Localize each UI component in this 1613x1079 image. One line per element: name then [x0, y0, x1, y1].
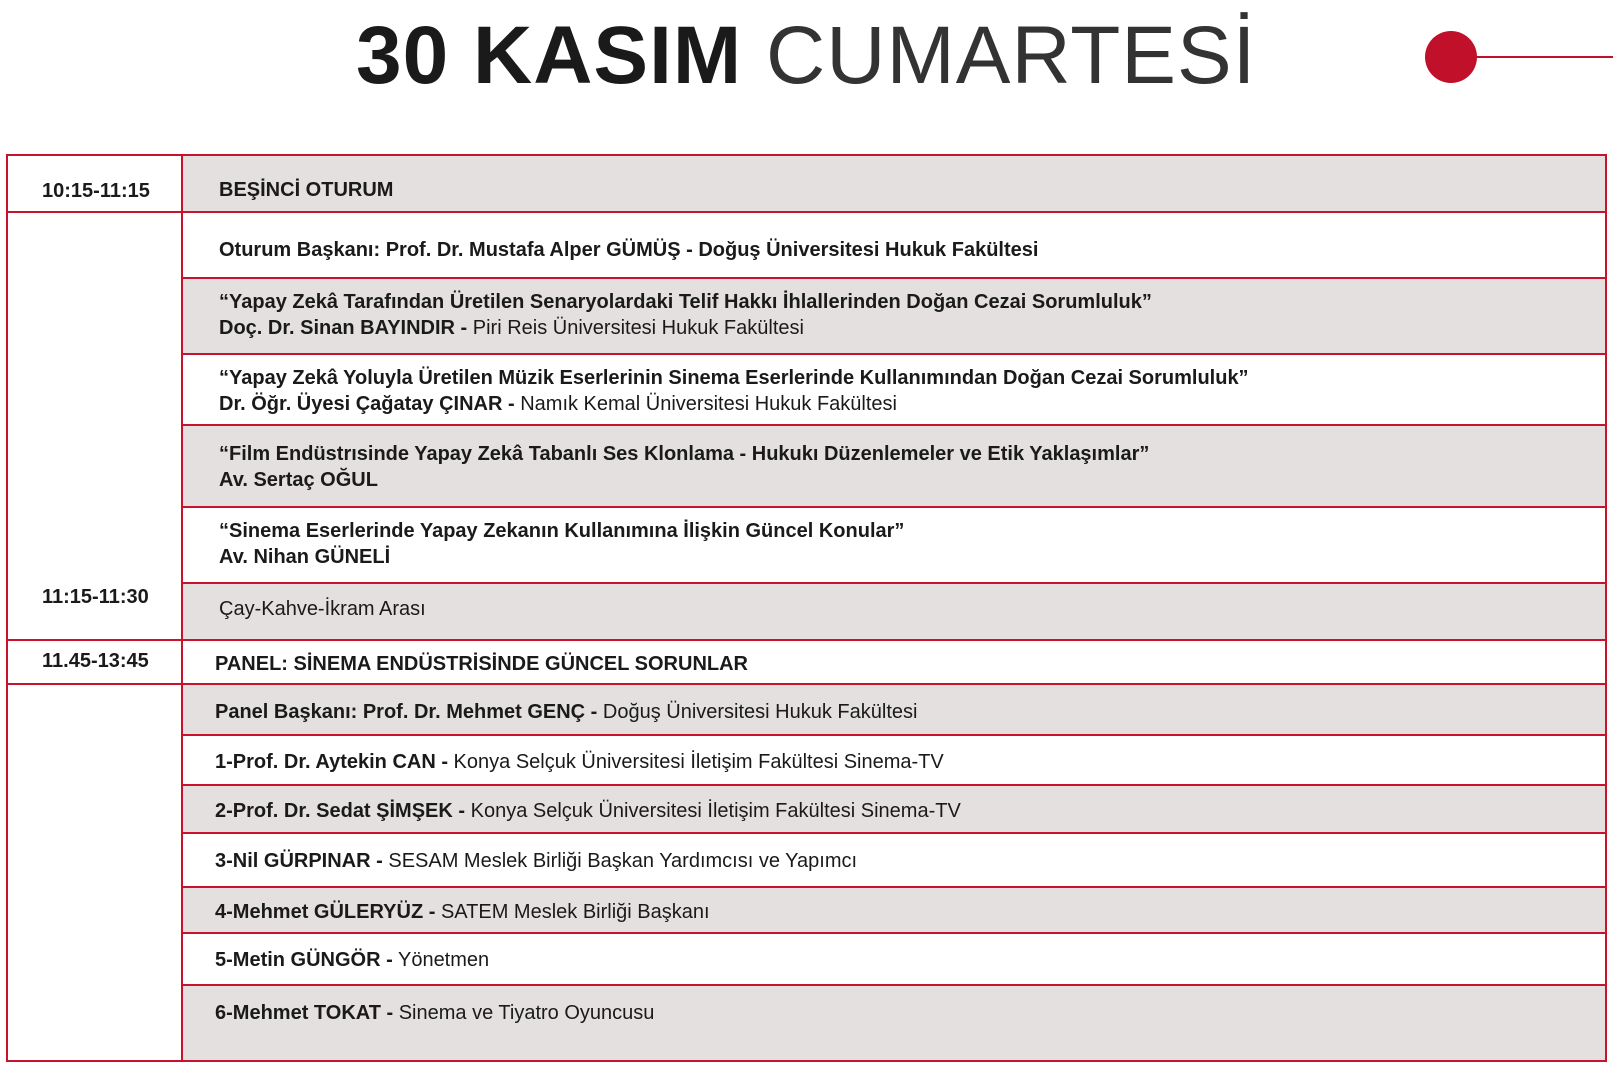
panelist-line	[215, 749, 944, 775]
break-label: Çay-Kahve-İkram Arası	[219, 598, 426, 620]
talk-speaker: Doç. Dr. Sinan BAYINDIR -	[219, 317, 468, 339]
panelist-line	[215, 947, 489, 973]
talk-title: “Yapay Zekâ Tarafından Üretilen Senaryolardaki Telif Hakkı İhlallerinden Doğan Cezai Sorumluluk”	[219, 291, 1152, 313]
panel-header-row	[183, 641, 1605, 685]
panelist-role: Konya Selçuk Üniversitesi İletişim Fakültesi Sinema-TV	[465, 800, 961, 822]
decorative-line	[1470, 56, 1613, 58]
panelist-name: 1-Prof. Dr. Aytekin CAN -	[215, 751, 448, 773]
session-title: BEŞİNCİ OTURUM	[219, 179, 394, 201]
panel-title: PANEL: SİNEMA ENDÜSTRİSİNDE GÜNCEL SORUNLAR	[215, 653, 748, 675]
panelist-name: 4-Mehmet GÜLERYÜZ -	[215, 901, 436, 923]
talk-speaker: Av. Sertaç OĞUL	[219, 469, 378, 491]
title-date: 30 KASIM	[356, 10, 743, 101]
talk-row	[183, 355, 1605, 426]
panelist-row	[183, 736, 1605, 786]
talk-title: “Sinema Eserlerinde Yapay Zekanın Kullanımına İlişkin Güncel Konular”	[219, 520, 905, 542]
panelist-row	[183, 986, 1605, 1060]
talk-speaker-line	[219, 315, 804, 341]
panelist-line	[215, 798, 961, 824]
session-chair: Oturum Başkanı: Prof. Dr. Mustafa Alper GÜMÜŞ - Doğuş Üniversitesi Hukuk Fakültesi	[219, 239, 1039, 261]
panelist-line	[215, 848, 857, 874]
panelist-row	[183, 934, 1605, 986]
panelist-name: 5-Metin GÜNGÖR -	[215, 949, 393, 971]
talk-affiliation: Namık Kemal Üniversitesi Hukuk Fakültesi	[514, 393, 897, 415]
time-break: 11:15-11:30	[42, 586, 149, 608]
session-chair-row	[183, 213, 1605, 279]
panelist-name: 3-Nil GÜRPINAR -	[215, 850, 383, 872]
panelist-line	[215, 1000, 654, 1026]
panelist-role: Sinema ve Tiyatro Oyuncusu	[393, 1002, 655, 1024]
talk-affiliation: Piri Reis Üniversitesi Hukuk Fakültesi	[467, 317, 804, 339]
talk-row	[183, 508, 1605, 584]
panelist-name: 2-Prof. Dr. Sedat ŞİMŞEK -	[215, 800, 466, 822]
talk-row	[183, 279, 1605, 355]
panelist-line	[215, 899, 710, 925]
page-header	[0, 0, 1613, 110]
time-divider	[8, 683, 183, 685]
title-day: CUMARTESİ	[766, 10, 1257, 101]
time-divider	[8, 211, 183, 213]
talk-speaker: Dr. Öğr. Üyesi Çağatay ÇINAR -	[219, 393, 515, 415]
page-title	[356, 6, 1256, 106]
panel-chair-affiliation: Doğuş Üniversitesi Hukuk Fakültesi	[597, 701, 918, 723]
talk-speaker-line	[219, 391, 897, 417]
panelist-role: SATEM Meslek Birliği Başkanı	[435, 901, 710, 923]
time-panel: 11.45-13:45	[42, 650, 149, 672]
panel-chair: Panel Başkanı: Prof. Dr. Mehmet GENÇ -	[215, 701, 598, 723]
panelist-role: Konya Selçuk Üniversitesi İletişim Fakültesi Sinema-TV	[448, 751, 944, 773]
panel-chair-line	[215, 699, 917, 725]
talk-title: “Yapay Zekâ Yoluyla Üretilen Müzik Eserlerinin Sinema Eserlerinde Kullanımından Doğan Cezai Sorumluluk”	[219, 367, 1249, 389]
panelist-role: SESAM Meslek Birliği Başkan Yardımcısı ve Yapımcı	[382, 850, 858, 872]
talk-speaker: Av. Nihan GÜNELİ	[219, 546, 391, 568]
break-row	[183, 584, 1605, 641]
session-header-row	[183, 156, 1605, 213]
time-column	[8, 156, 183, 1060]
panelist-row	[183, 888, 1605, 934]
panelist-name: 6-Mehmet TOKAT -	[215, 1002, 394, 1024]
panel-chair-row	[183, 685, 1605, 736]
time-session5: 10:15-11:15	[42, 180, 150, 202]
talk-row	[183, 426, 1605, 508]
talk-title: “Film Endüstrısinde Yapay Zekâ Tabanlı Ses Klonlama - Hukukı Düzenlemeler ve Etik Yaklaşımlar”	[219, 443, 1150, 465]
panelist-row	[183, 786, 1605, 834]
panelist-row	[183, 834, 1605, 888]
panelist-role: Yönetmen	[392, 949, 490, 971]
schedule-table	[6, 154, 1607, 1062]
